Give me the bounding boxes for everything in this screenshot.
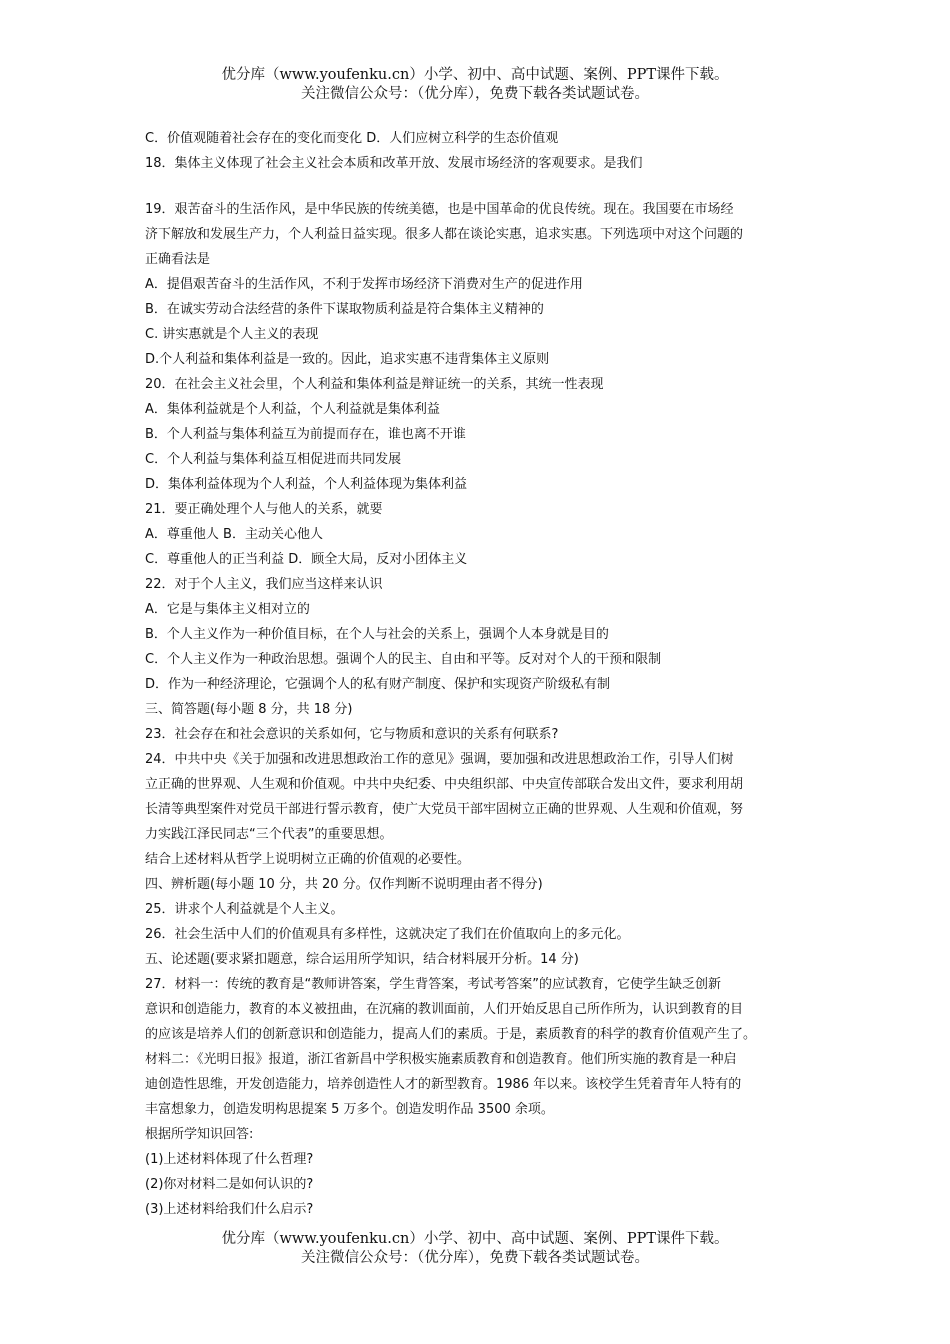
text-line: 长清等典型案件对党员干部进行誓示教育，使广大党员干部牢固树立正确的世界观、人生观和价值观，努 xyxy=(145,802,744,817)
text-line: D.个人利益和集体利益是一致的。因此，追求实惠不违背集体主义原则 xyxy=(145,352,550,367)
text-line: 材料二：《光明日报》报道，浙江省新昌中学积极实施素质教育和创造教育。他们所实施的教育是一种启 xyxy=(145,1052,737,1067)
text-line: 24．中共中央《关于加强和改进思想政治工作的意见》强调，要加强和改进思想政治工作，引导人们树 xyxy=(145,752,734,767)
text-line: 21．要正确处理个人与他人的关系，就要 xyxy=(145,502,383,517)
text-line: 25．讲求个人利益就是个人主义。 xyxy=(145,902,344,917)
text-line: C. 讲实惠就是个人主义的表现 xyxy=(145,327,319,342)
text-line: D．作为一种经济理论，它强调个人的私有财产制度、保护和实现资产阶级私有制 xyxy=(145,677,611,692)
text-line: 18．集体主义体现了社会主义社会本质和改革开放、发展市场经济的客观要求。是我们 xyxy=(145,156,643,171)
section-heading: 三、简答题(每小题 8 分，共 18 分) xyxy=(145,702,353,717)
text-line: 结合上述材料从哲学上说明树立正确的价值观的必要性。 xyxy=(145,852,471,867)
text-line: 济下解放和发展生产力，个人利益日益实现。很多人都在谈论实惠，追求实惠。下列选项中对这个问题的 xyxy=(145,227,744,242)
text-line: D．集体利益体现为个人利益，个人利益体现为集体利益 xyxy=(145,477,468,492)
text-line: 27．材料一：传统的教育是“教师讲答案，学生背答案，考试考答案”的应试教育，它使学生缺乏创新 xyxy=(145,977,722,992)
text-line: C．个人利益与集体利益互相促进而共同发展 xyxy=(145,452,402,467)
text-line: (1)上述材料体现了什么哲理? xyxy=(145,1152,314,1167)
text-line: 19．艰苦奋斗的生活作风，是中华民族的传统美德，也是中国革命的优良传统。现在。我国要在市场经 xyxy=(145,202,734,217)
footer-line-2: 关注微信公众号：（优分库），免费下载各类试题试卷。 xyxy=(301,1250,649,1266)
page-footer xyxy=(0,1230,950,1268)
text-line: 立正确的世界观、人生观和价值观。中共中央纪委、中央组织部、中央宣传部联合发出文件，要求利用胡 xyxy=(145,777,744,792)
text-line: A．集体利益就是个人利益，个人利益就是集体利益 xyxy=(145,402,440,417)
header-line-2: 关注微信公众号：（优分库），免费下载各类试题试卷。 xyxy=(301,86,649,102)
text-line: 迪创造性思维，开发创造能力，培养创造性人才的新型教育。1986 年以来。该校学生凭着青年人特有的 xyxy=(145,1077,742,1092)
text-line: C．价值观随着社会存在的变化而变化 D．人们应树立科学的生态价值观 xyxy=(145,131,559,146)
text-line: 正确看法是 xyxy=(145,252,211,267)
text-line: 力实践江泽民同志“三个代表”的重要思想。 xyxy=(145,827,393,842)
text-line: A．尊重他人 B．主动关心他人 xyxy=(145,527,323,542)
text-line: C．尊重他人的正当利益 D．顾全大局，反对小团体主义 xyxy=(145,552,468,567)
footer-line-1: 优分库（www.youfenku.cn）小学、初中、高中试题、案例、PPT课件下载。 xyxy=(221,1231,729,1247)
text-line: 23．社会存在和社会意识的关系如何，它与物质和意识的关系有何联系? xyxy=(145,727,559,742)
section-heading: 五、论述题(要求紧扣题意，综合运用所学知识，结合材料展开分析。14 分) xyxy=(145,952,579,967)
text-line: B．个人主义作为一种价值目标，在个人与社会的关系上，强调个人本身就是目的 xyxy=(145,627,609,642)
blank-line xyxy=(145,176,825,197)
section-heading: 四、辨析题(每小题 10 分，共 20 分。仅作判断不说明理由者不得分) xyxy=(145,877,543,892)
header-line-1: 优分库（www.youfenku.cn）小学、初中、高中试题、案例、PPT课件下载。 xyxy=(221,67,729,83)
text-line: 20．在社会主义社会里，个人利益和集体利益是辩证统一的关系，其统一性表现 xyxy=(145,377,604,392)
text-line: C．个人主义作为一种政治思想。强调个人的民主、自由和平等。反对对个人的干预和限制 xyxy=(145,652,662,667)
text-line: (2)你对材料二是如何认识的? xyxy=(145,1177,314,1192)
text-line: B．在诚实劳动合法经营的条件下谋取物质利益是符合集体主义精神的 xyxy=(145,302,544,317)
text-line: 的应该是培养人们的创新意识和创造能力，提高人们的素质。于是，素质教育的科学的教育价值观产生了。 xyxy=(145,1027,757,1042)
text-line: 意识和创造能力，教育的本义被扭曲，在沉痛的教训面前，人们开始反思自己所作所为，认识到教育的目 xyxy=(145,1002,744,1017)
text-line: A．提倡艰苦奋斗的生活作风，不利于发挥市场经济下消费对生产的促进作用 xyxy=(145,277,583,292)
document-body xyxy=(145,126,825,1222)
text-line: (3)上述材料给我们什么启示? xyxy=(145,1202,314,1217)
text-line: B．个人利益与集体利益互为前提而存在，谁也离不开谁 xyxy=(145,427,466,442)
text-line: 26．社会生活中人们的价值观具有多样性，这就决定了我们在价值取向上的多元化。 xyxy=(145,927,630,942)
page-header xyxy=(0,66,950,104)
text-line: A．它是与集体主义相对立的 xyxy=(145,602,310,617)
text-line: 22．对于个人主义，我们应当这样来认识 xyxy=(145,577,383,592)
text-line: 丰富想象力，创造发明构思提案 5 万多个。创造发明作品 3500 余项。 xyxy=(145,1102,554,1117)
text-line: 根据所学知识回答: xyxy=(145,1127,254,1142)
